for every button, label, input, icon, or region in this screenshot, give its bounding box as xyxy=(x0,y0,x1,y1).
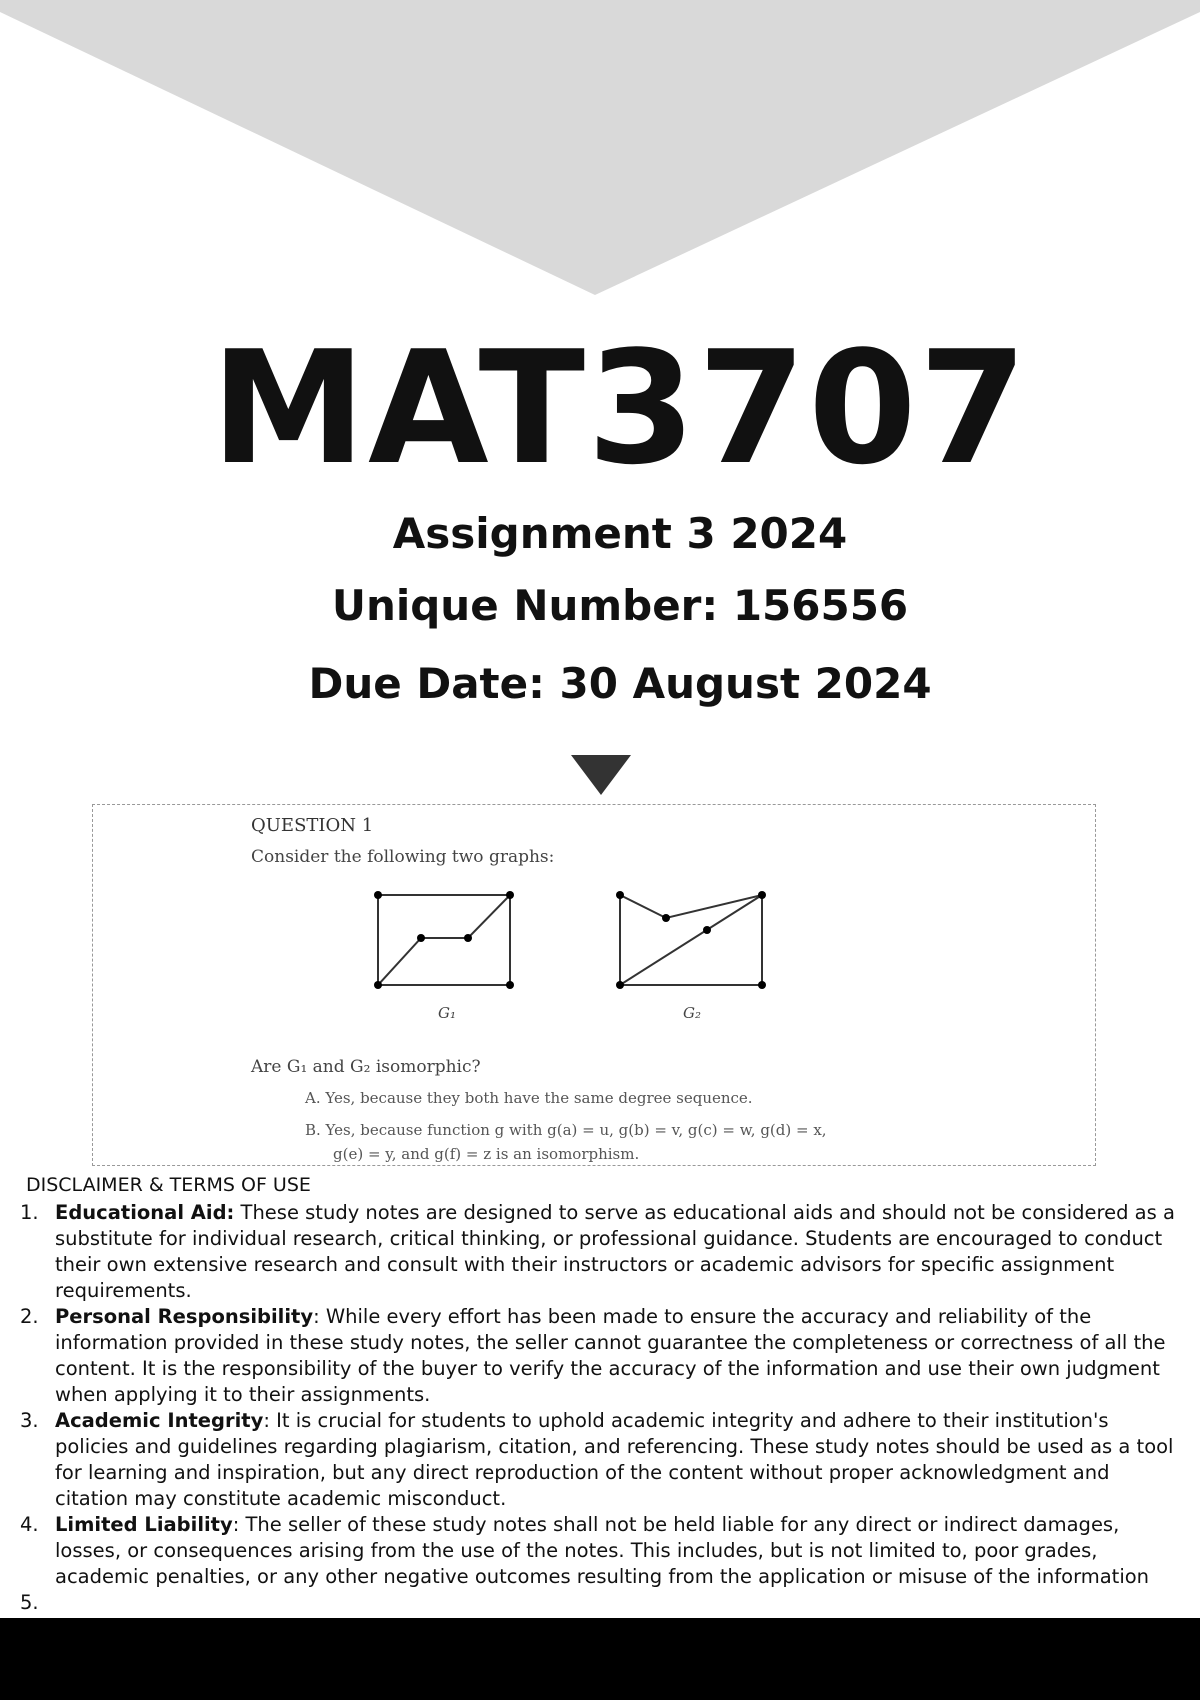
graph-g2-label: G₂ xyxy=(683,1004,701,1022)
question-preview-box xyxy=(92,804,1096,1166)
graph-g1 xyxy=(378,895,510,985)
question-intro: Consider the following two graphs: xyxy=(251,847,555,867)
item-lead: Personal Responsibility xyxy=(55,1305,314,1328)
graphs-figure xyxy=(333,885,913,1045)
option-b-line-1: B. Yes, because function g with g(a) = u, g(b) = v, g(c) = w, g(d) = x, xyxy=(305,1121,827,1139)
item-text: These study notes are designed to serve as educational aids and should not be considered as a substitute for individual research, critical thinking, or professional guidance. Students are encouraged to conduct their own extensive research and consult with their instructors or academic advisors for specific assignment requirements. xyxy=(55,1201,1175,1302)
item-lead: Educational Aid: xyxy=(55,1201,235,1224)
header-chevron-decoration xyxy=(0,0,1200,300)
item-lead: Limited Liability xyxy=(55,1513,233,1536)
item-lead: Academic Integrity xyxy=(55,1409,264,1432)
item-text: : While every effort has been made to ensure the accuracy and reliability of the information provided in these study notes, the seller cannot guarantee the completeness or correctness of all the content. It is the responsibility of the buyer to verify the accuracy of the information and use their own judgment when applying it to their assignments. xyxy=(55,1305,1166,1406)
item-text: : The seller of these study notes shall not be held liable for any direct or indirect damages, losses, or consequences arising from the use of the notes. This includes, but is not limited to, poor grades, academic penalties, or any other negative outcomes resulting from the application or misuse of the information xyxy=(55,1513,1150,1588)
graph-g1-label: G₁ xyxy=(438,1004,456,1022)
item-number: 2. xyxy=(20,1305,39,1328)
option-a: A. Yes, because they both have the same degree sequence. xyxy=(305,1089,753,1107)
assignment-subtitle: Assignment 3 2024 xyxy=(392,509,848,558)
question-ask: Are G₁ and G₂ isomorphic? xyxy=(251,1057,481,1077)
course-code-title: MAT3707 xyxy=(210,317,1030,499)
disclaimer-title: DISCLAIMER & TERMS OF USE xyxy=(26,1174,311,1196)
down-triangle-icon xyxy=(571,755,631,795)
item-number: 4. xyxy=(20,1513,39,1536)
graph-g2 xyxy=(620,895,762,985)
item-text: : It is crucial for students to uphold academic integrity and adhere to their institution's policies and guidelines regarding plagiarism, citation, and referencing. These study notes should be used as a tool for learning and inspiration, but any direct reproduction of the content without proper acknowledgment and citation may constitute academic misconduct. xyxy=(55,1409,1174,1510)
option-b-line-2: g(e) = y, and g(f) = z is an isomorphism. xyxy=(333,1145,640,1163)
item-number: 5. xyxy=(20,1591,39,1614)
unique-number: Unique Number: 156556 xyxy=(331,581,909,630)
footer-bar xyxy=(0,1618,1200,1700)
item-number: 3. xyxy=(20,1409,39,1432)
due-date: Due Date: 30 August 2024 xyxy=(308,659,932,708)
question-heading: QUESTION 1 xyxy=(251,815,374,836)
graph-g1-vertices xyxy=(374,891,514,989)
item-number: 1. xyxy=(20,1201,39,1224)
